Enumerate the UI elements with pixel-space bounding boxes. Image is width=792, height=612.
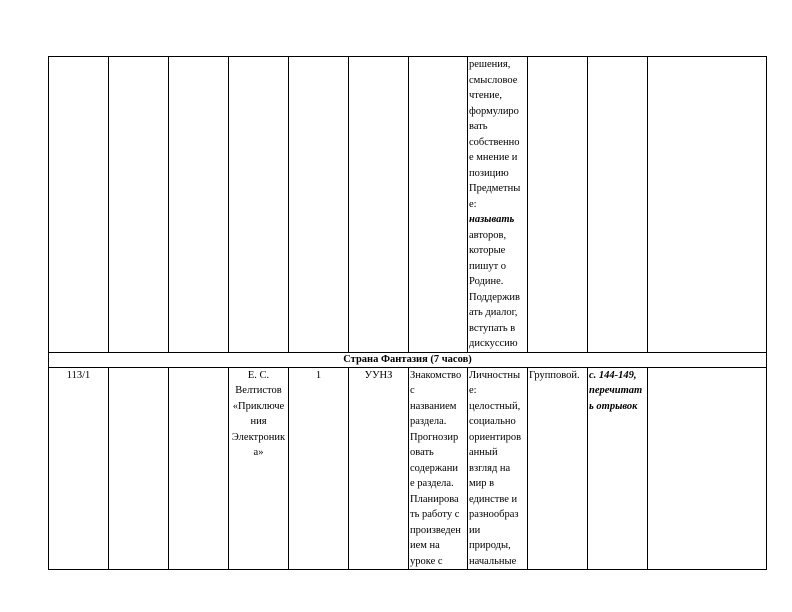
lesson-number: 113/1 <box>49 367 109 570</box>
text-line: Планирова <box>410 493 459 505</box>
section-row <box>49 352 767 367</box>
text-line: пишут о <box>469 260 507 272</box>
table-cell <box>648 57 767 353</box>
text-line: Е. С. <box>247 369 270 381</box>
activities-cell <box>409 367 468 570</box>
lesson-form: Групповой. <box>528 367 588 570</box>
text-line: ии <box>469 524 481 536</box>
text-line-italic: с. 144-149, <box>589 369 637 381</box>
text-line: названием <box>410 400 457 412</box>
text-line: Электроник <box>231 431 286 443</box>
table-cell <box>229 57 289 353</box>
text-line: уроке с <box>410 555 443 567</box>
text-line: овать <box>410 447 434 458</box>
text-line-italic: перечитат <box>589 385 643 396</box>
text-line: е раздела. <box>410 478 454 489</box>
table-cell <box>289 57 349 353</box>
table-row <box>49 367 767 570</box>
lesson-topic <box>229 367 289 570</box>
text-line: с <box>410 385 415 396</box>
table-cell <box>169 57 229 353</box>
results-cell <box>468 367 528 570</box>
lesson-hours: 1 <box>289 367 349 570</box>
text-line: формулиро <box>469 105 519 117</box>
text-line: социально <box>469 416 516 427</box>
text-line: взгляд на <box>469 462 511 474</box>
table-row <box>49 57 767 353</box>
text-line: авторов, <box>469 229 507 241</box>
results-cell <box>468 57 528 353</box>
lesson-type: УУНЗ <box>349 367 409 570</box>
text-line: природы, <box>469 540 511 551</box>
table-cell <box>648 367 767 570</box>
text-line: решения, <box>469 59 511 70</box>
table-cell <box>109 367 169 570</box>
table-cell <box>528 57 588 353</box>
text-line: дискуссию <box>469 338 518 349</box>
text-line: разнообраз <box>469 509 519 520</box>
text-line: Прогнозир <box>410 431 459 443</box>
homework-cell <box>588 367 648 570</box>
text-line: анный <box>469 447 498 458</box>
text-line: содержани <box>410 462 459 474</box>
text-line: Поддержив <box>469 291 520 303</box>
table-cell <box>109 57 169 353</box>
text-line: вступать в <box>469 322 516 334</box>
text-line: ать диалог, <box>469 307 518 318</box>
text-line: «Приключе <box>232 400 285 412</box>
text-line: начальные <box>469 555 517 567</box>
text-line: Личностны <box>469 369 521 381</box>
text-line: ния <box>250 416 267 427</box>
text-line-italic: ь отрывок <box>589 400 638 412</box>
text-line: собственно <box>469 136 520 148</box>
text-line: раздела. <box>410 416 447 427</box>
text-line: которые <box>469 245 506 256</box>
table-cell <box>349 57 409 353</box>
text-line: произведен <box>410 524 461 536</box>
text-line: Предметны <box>469 183 521 194</box>
table-cell <box>588 57 648 353</box>
text-line: а» <box>253 447 264 458</box>
table-cell <box>49 57 109 353</box>
text-line: целостный, <box>469 400 521 412</box>
table-cell <box>169 367 229 570</box>
text-line: е: <box>469 385 477 396</box>
text-line: вать <box>469 121 488 132</box>
text-line: е: <box>469 198 477 210</box>
text-line-italic: называть <box>469 214 515 225</box>
text-line: смысловое <box>469 74 518 86</box>
text-line: мир в <box>469 478 495 489</box>
text-line: Знакомство <box>410 369 462 381</box>
table-cell <box>409 57 468 353</box>
text-line: ием на <box>410 540 440 551</box>
lesson-plan-table <box>48 56 767 570</box>
text-line: чтение, <box>469 90 503 101</box>
section-title: Страна Фантазия (7 часов) <box>49 352 767 367</box>
text-line: Велтистов <box>235 385 282 396</box>
text-line: Родине. <box>469 276 504 287</box>
text-line: ть работу с <box>410 509 460 520</box>
text-line: ориентиров <box>469 431 522 443</box>
text-line: позицию <box>469 167 509 179</box>
text-line: е мнение и <box>469 152 518 163</box>
text-line: единстве и <box>469 493 518 505</box>
